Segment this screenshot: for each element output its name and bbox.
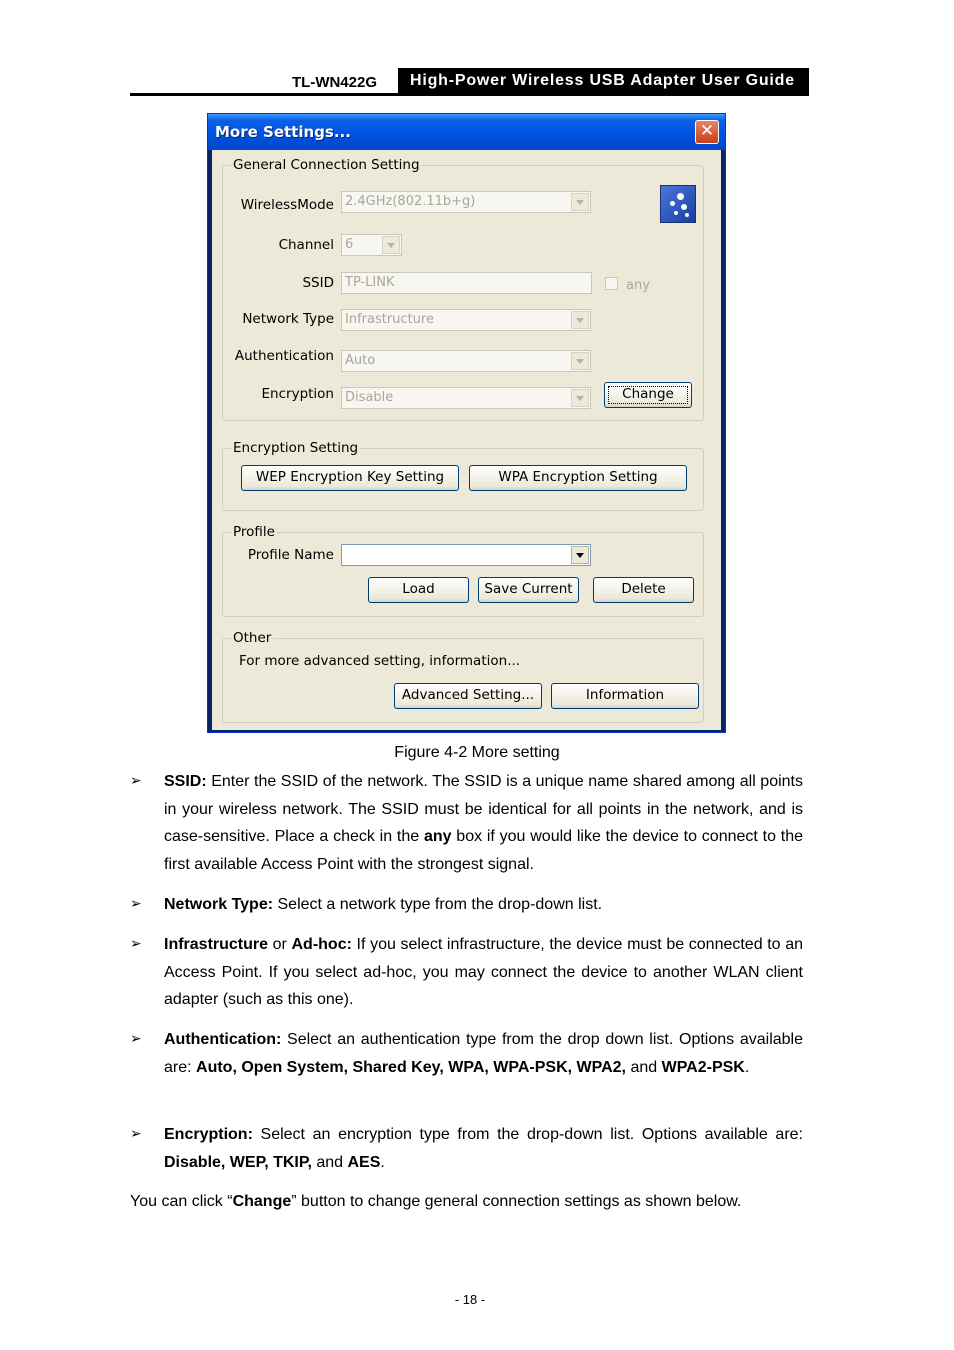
other-description: For more advanced setting, information... [239,653,521,669]
encryption-options: Disable, WEP, TKIP, [164,1153,312,1171]
load-button[interactable]: Load [368,577,469,603]
bullet-arrow-icon: ➢ [130,1031,142,1047]
profile-name-label: Profile Name [247,547,334,563]
focus-ring [608,386,688,404]
channel-label: Channel [278,237,334,253]
dialog-titlebar[interactable] [208,114,725,150]
more-settings-dialog [207,113,726,733]
header-model: TL-WN422G [292,74,378,91]
any-checkbox[interactable] [605,277,618,290]
change-button[interactable] [604,382,692,408]
other-legend: Other [233,630,272,646]
wireless-mode-label: WirelessMode [240,197,334,213]
ssid-any-term: any [423,828,452,845]
page-number: - 18 - [454,1292,486,1307]
any-label: any [626,278,650,293]
wireless-mode-select[interactable] [341,191,591,213]
bullet-authentication [130,1026,803,1081]
authentication-and: and [626,1058,662,1076]
bullet-ssid [130,768,803,878]
close-icon[interactable]: ✕ [695,120,719,144]
wireless-mode-value: 2.4GHz(802.11b+g) [345,194,476,209]
bullet-arrow-icon: ➢ [130,896,142,912]
other-group [222,630,704,723]
information-button[interactable]: Information [551,683,699,709]
figure-caption: Figure 4-2 More setting [394,744,560,761]
authentication-value: Auto [345,353,376,368]
closing-change-term: Change [232,1193,292,1210]
profile-legend: Profile [233,524,275,540]
wep-encryption-key-button[interactable]: WEP Encryption Key Setting [241,465,459,491]
header-guide-title: High-Power Wireless USB Adapter User Guide [398,68,809,94]
wpa-encryption-button[interactable]: WPA Encryption Setting [469,465,687,491]
network-type-select[interactable] [341,309,591,331]
general-connection-legend: General Connection Setting [233,157,420,173]
closing-post: ” button to change general connection settings as shown below. [291,1193,742,1210]
chevron-down-icon[interactable] [571,193,589,211]
profile-name-select[interactable] [341,544,591,566]
network-logo-icon [660,185,696,223]
authentication-last-option: WPA2-PSK [661,1058,745,1076]
encryption-text-a: Select an encryption type from the drop-down list. Options available are: [252,1126,803,1143]
change-button-label: Change [622,386,674,402]
ssid-text-b: box if you would like the device to connect to the first available Access Point with the strongest signal. [164,828,804,873]
infrastructure-text: If you select infrastructure, the device must be connected to an Access Point. If you select ad-hoc, you may connect the device to another WLAN client adapter (such as this one). [164,936,803,1008]
chevron-down-icon[interactable] [571,389,589,407]
adhoc-term: Ad-hoc: [291,936,352,953]
closing-paragraph [130,1188,803,1216]
encryption-end: . [380,1153,385,1171]
encryption-label: Encryption [261,386,334,402]
bullet-encryption [130,1121,803,1176]
encryption-last-option: AES [347,1153,381,1171]
advanced-setting-button[interactable]: Advanced Setting... [394,683,542,709]
bullet-arrow-icon: ➢ [130,1126,142,1142]
dialog-client-area [212,150,721,730]
bullet-arrow-icon: ➢ [130,773,142,789]
network-type-term: Network Type: [164,896,274,913]
chevron-down-icon[interactable] [382,236,400,254]
network-type-label: Network Type [242,311,334,327]
ssid-label: SSID [302,275,334,291]
channel-select[interactable] [341,234,402,256]
bullet-arrow-icon: ➢ [130,936,142,952]
bullet-infrastructure [130,931,803,1014]
infrastructure-or: or [268,936,292,953]
encryption-and: and [311,1153,348,1171]
header-rule [130,93,809,96]
save-current-button[interactable]: Save Current [478,577,579,603]
authentication-term: Authentication: [164,1031,282,1048]
ssid-text-a: Enter the SSID of the network. The SSID is a unique name shared among all points in your wireless network. The SSID must be identical for all points in the network, and is case-sensitive. Place a check in the [164,773,803,845]
network-type-value: Infrastructure [345,312,434,327]
chevron-down-icon[interactable] [571,352,589,370]
dialog-title: More Settings... [215,123,351,141]
ssid-term: SSID: [164,773,207,790]
encryption-setting-legend: Encryption Setting [233,440,359,456]
encryption-value: Disable [345,390,394,405]
authentication-label: Authentication [234,348,334,364]
encryption-term: Encryption: [164,1126,253,1143]
authentication-end: . [744,1058,750,1076]
network-type-text: Select a network type from the drop-down list. [273,896,603,913]
channel-value: 6 [345,237,354,252]
closing-pre: You can click “ [130,1193,233,1210]
infrastructure-term: Infrastructure [164,936,269,953]
page-header [130,68,809,96]
encryption-select[interactable] [341,387,591,409]
ssid-input[interactable]: TP-LINK [341,272,592,294]
authentication-text-a: Select an authentication type from the drop down list. Options available are: [164,1031,803,1076]
authentication-select[interactable] [341,350,591,372]
chevron-down-icon[interactable] [571,546,589,564]
bullet-network-type [130,891,803,919]
chevron-down-icon[interactable] [571,311,589,329]
authentication-options: Auto, Open System, Shared Key, WPA, WPA-PSK, WPA2, [196,1058,626,1076]
delete-button[interactable]: Delete [593,577,694,603]
